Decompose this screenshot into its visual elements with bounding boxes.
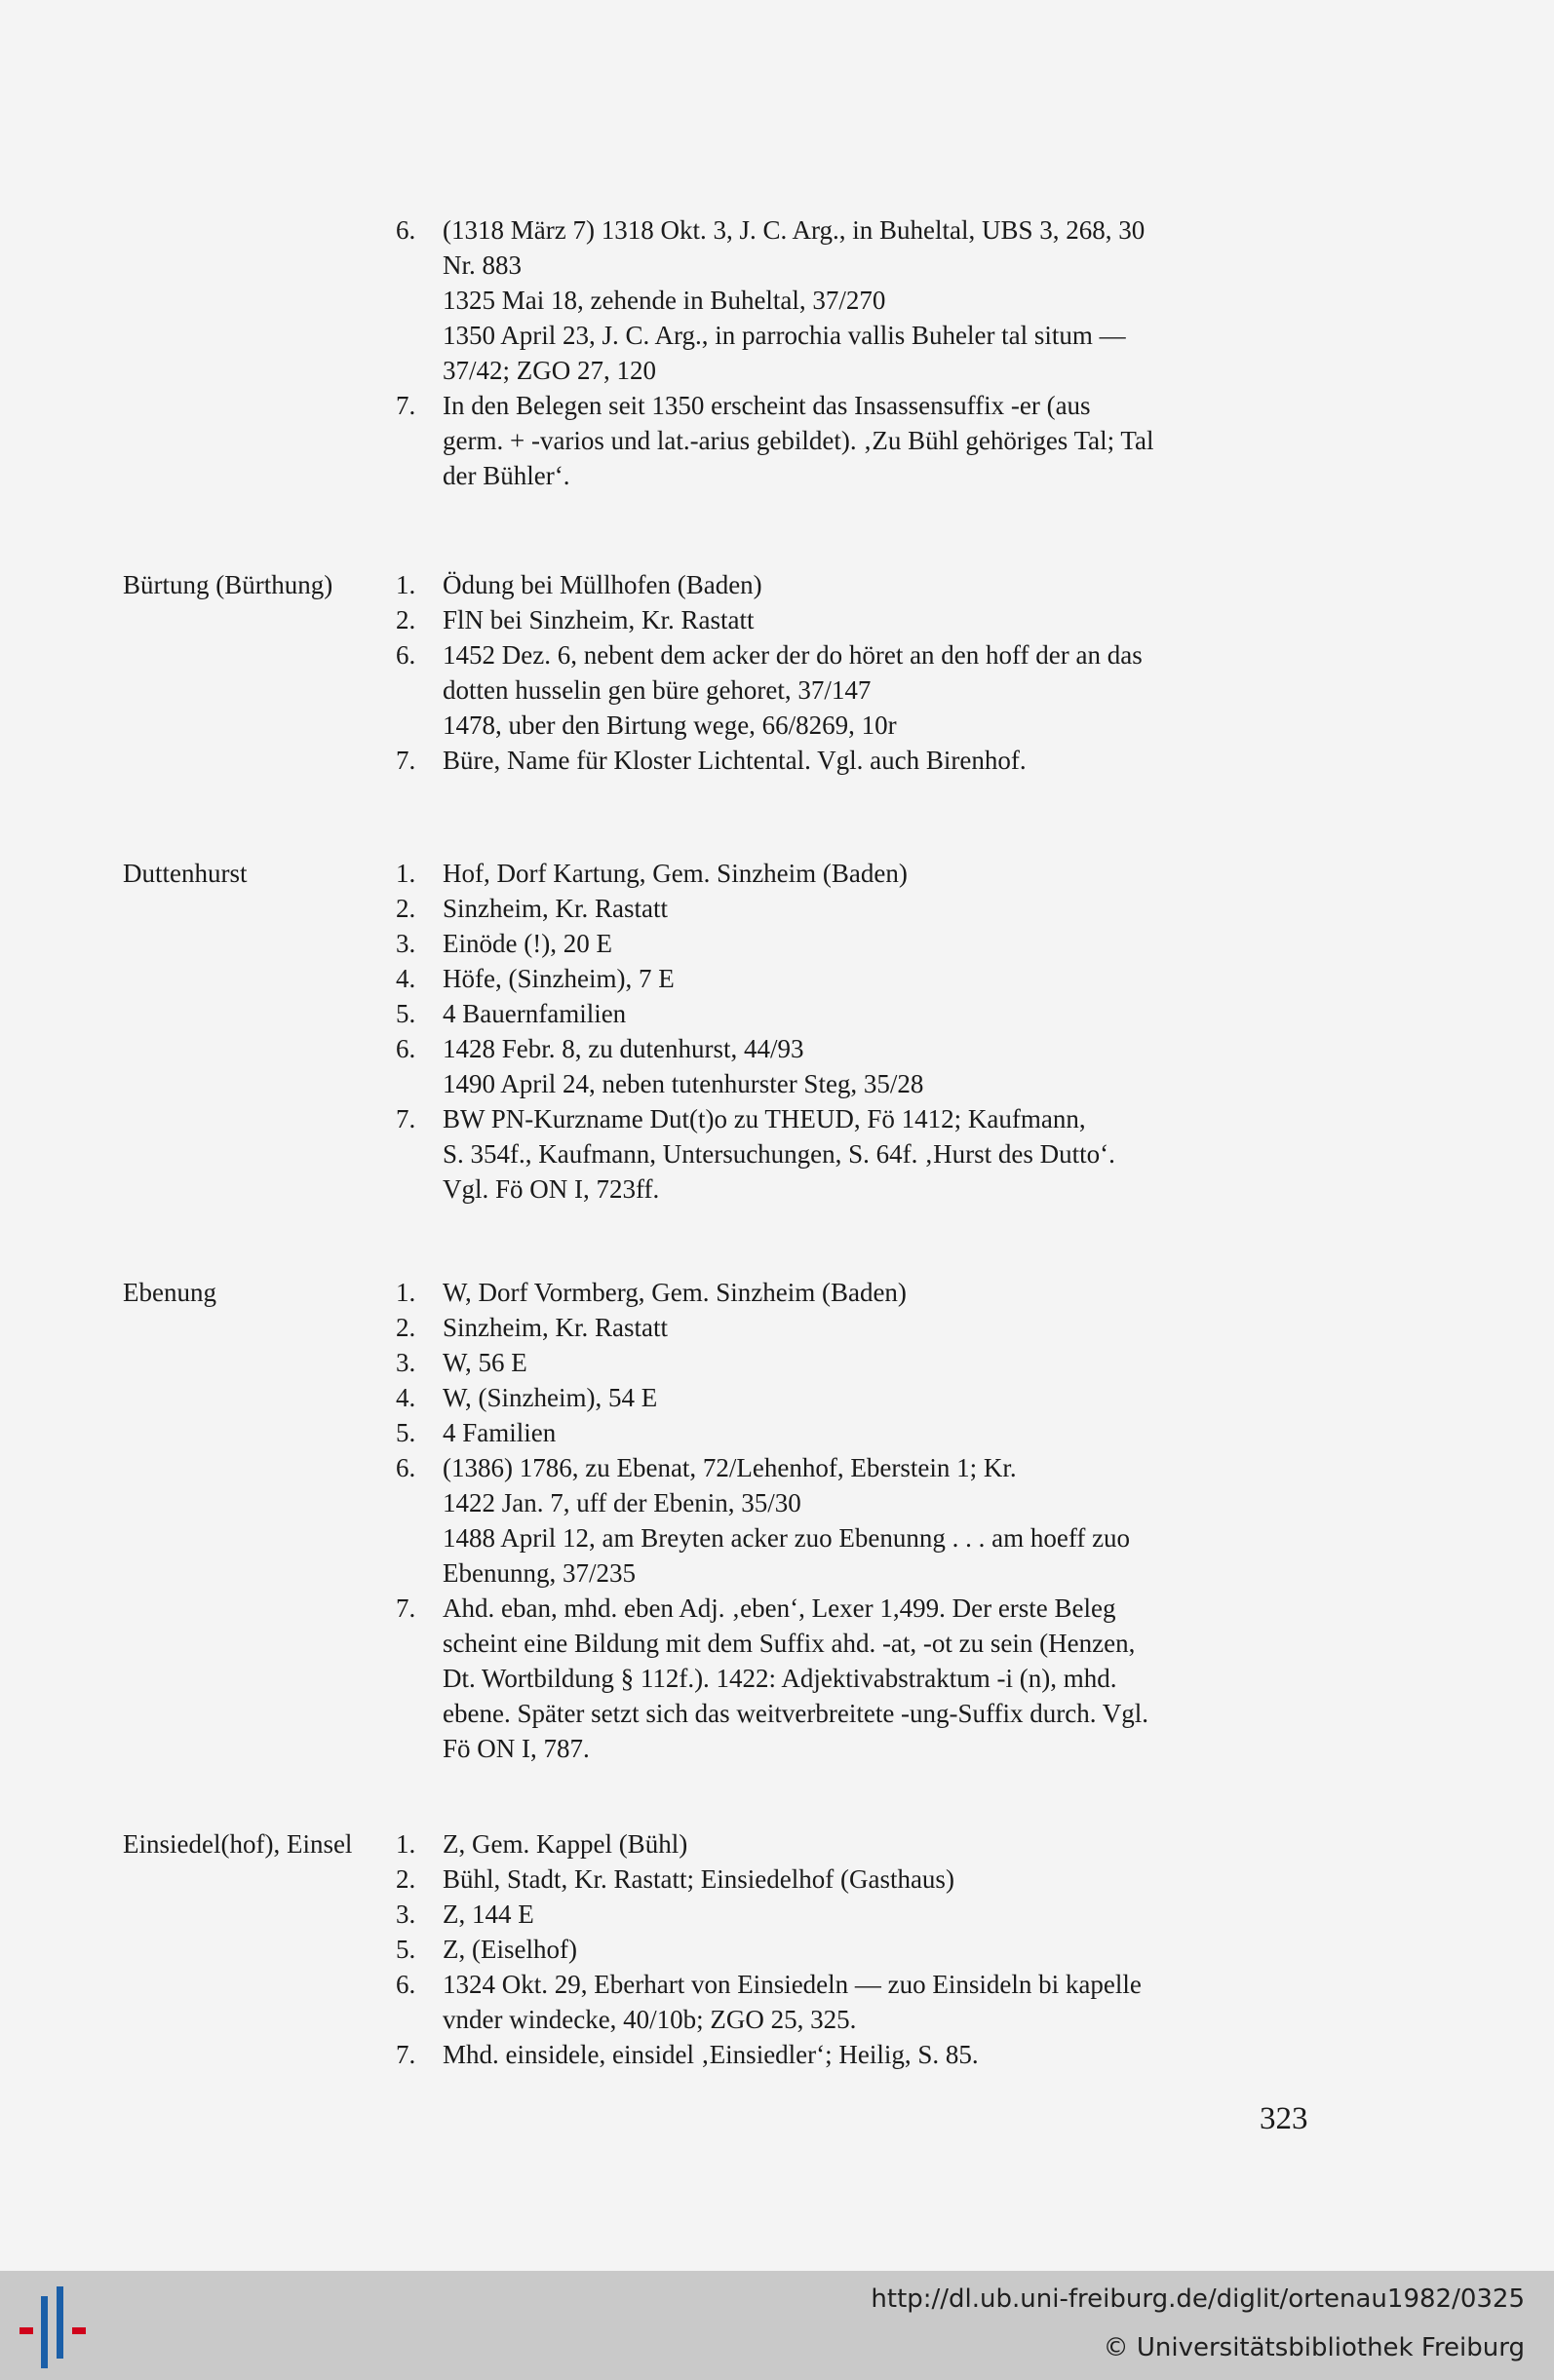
text-line: der Bühler‘. (443, 461, 570, 490)
text-line: Büre, Name für Kloster Lichtental. Vgl. auch Birenhof. (443, 746, 1027, 775)
item-number: 2. (396, 1313, 416, 1342)
entry-items (396, 1826, 1302, 2072)
item-text (443, 1862, 1302, 1897)
text-line: Bühl, Stadt, Kr. Rastatt; Einsiedelhof (Gasthaus) (443, 1864, 954, 1894)
item-number: 4. (396, 964, 416, 993)
entry-item (396, 637, 1302, 743)
item-text (443, 1345, 1302, 1380)
item-text (443, 1932, 1302, 1967)
entry-item (396, 996, 1302, 1031)
item-number: 1. (396, 570, 416, 599)
entry-items (396, 567, 1302, 778)
entry-item (396, 1862, 1302, 1897)
item-number: 1. (396, 859, 416, 888)
item-number: 1. (396, 1829, 416, 1859)
library-footer (0, 2271, 1554, 2380)
item-text (443, 1310, 1302, 1345)
text-line: Sinzheim, Kr. Rastatt (443, 1313, 668, 1342)
text-line: 1324 Okt. 29, Eberhart von Einsiedeln — zuo Einsideln bi kapelle (443, 1970, 1142, 1999)
item-text (443, 1897, 1302, 1932)
entry-term: Duttenhurst (123, 859, 248, 888)
entry-item (396, 2037, 1302, 2072)
item-number: 7. (396, 1593, 416, 1623)
text-line: In den Belegen seit 1350 erscheint das Insassensuffix -er (aus (443, 391, 1091, 420)
item-number: 7. (396, 1104, 416, 1133)
text-line: Mhd. einsidele, einsidel ‚Einsiedler‘; Heilig, S. 85. (443, 2040, 979, 2069)
entry-item (396, 1932, 1302, 1967)
source-url-link[interactable]: http://dl.ub.uni-freiburg.de/diglit/ortenau1982/0325 (871, 2284, 1525, 2314)
text-line: Hof, Dorf Kartung, Gem. Sinzheim (Baden) (443, 859, 908, 888)
text-line: dotten husselin gen büre gehoret, 37/147 (443, 675, 872, 705)
text-line: 1488 April 12, am Breyten acker zuo Ebenunng . . . am hoeff zuo (443, 1523, 1131, 1553)
text-line: S. 354f., Kaufmann, Untersuchungen, S. 64f. ‚Hurst des Dutto‘. (443, 1139, 1115, 1169)
text-line: Sinzheim, Kr. Rastatt (443, 894, 668, 923)
page-number: 323 (1260, 2101, 1308, 2136)
item-number: 5. (396, 999, 416, 1028)
entry-item (396, 856, 1302, 891)
text-line: 1350 April 23, J. C. Arg., in parrochia vallis Buheler tal situm — (443, 321, 1126, 350)
text-line: scheint eine Bildung mit dem Suffix ahd. -at, -ot zu sein (Henzen, (443, 1629, 1136, 1658)
entry-item (396, 212, 1302, 388)
copyright-text: © Universitätsbibliothek Freiburg (1103, 2333, 1525, 2362)
entry-item (396, 602, 1302, 637)
text-line: 1428 Febr. 8, zu dutenhurst, 44/93 (443, 1034, 804, 1063)
entry-item (396, 567, 1302, 602)
item-text (443, 1415, 1302, 1450)
text-line: Vgl. Fö ON I, 723ff. (443, 1174, 660, 1204)
entry-item (396, 1826, 1302, 1862)
text-line: 1478, uber den Birtung wege, 66/8269, 10r (443, 710, 897, 740)
item-text (443, 961, 1302, 996)
entry-items (396, 1275, 1302, 1766)
text-line: W, 56 E (443, 1348, 527, 1377)
text-line: 4 Bauernfamilien (443, 999, 627, 1028)
text-line: germ. + -varios und lat.-arius gebildet). ‚Zu Bühl gehöriges Tal; Tal (443, 426, 1154, 455)
gazetteer-entry (0, 1275, 1554, 1766)
entry-term: Ebenung (123, 1278, 216, 1307)
text-line: Z, (Eiselhof) (443, 1935, 577, 1964)
entry-items (396, 212, 1302, 493)
text-line: W, (Sinzheim), 54 E (443, 1383, 658, 1412)
item-number: 7. (396, 391, 416, 420)
item-number: 5. (396, 1418, 416, 1447)
item-number: 7. (396, 746, 416, 775)
entry-item (396, 961, 1302, 996)
item-number: 1. (396, 1278, 416, 1307)
item-text (443, 388, 1302, 493)
text-line: 4 Familien (443, 1418, 557, 1447)
entry-item (396, 891, 1302, 926)
item-number: 7. (396, 2040, 416, 2069)
text-line: ebene. Später setzt sich das weitverbreitete -ung-Suffix durch. Vgl. (443, 1699, 1149, 1728)
entry-term: Einsiedel(hof), Einsel (123, 1829, 353, 1859)
item-text (443, 1101, 1302, 1207)
item-text (443, 1967, 1302, 2037)
entry-item (396, 1275, 1302, 1310)
item-text (443, 856, 1302, 891)
item-number: 6. (396, 1453, 416, 1482)
text-line: 1452 Dez. 6, nebent dem acker der do höret an den hoff der an das (443, 640, 1143, 670)
text-line: Ebenunng, 37/235 (443, 1558, 636, 1588)
text-line: 1490 April 24, neben tutenhurster Steg, 35/28 (443, 1069, 924, 1098)
item-number: 3. (396, 929, 416, 958)
text-line: Nr. 883 (443, 250, 522, 280)
text-line: BW PN-Kurzname Dut(t)o zu THEUD, Fö 1412; Kaufmann, (443, 1104, 1086, 1133)
entry-item (396, 1591, 1302, 1766)
text-line: Ödung bei Müllhofen (Baden) (443, 570, 762, 599)
item-number: 3. (396, 1900, 416, 1929)
entry-item (396, 1450, 1302, 1591)
item-number: 6. (396, 640, 416, 670)
item-text (443, 1031, 1302, 1101)
entry-item (396, 1415, 1302, 1450)
entry-item (396, 743, 1302, 778)
item-number: 2. (396, 894, 416, 923)
text-line: W, Dorf Vormberg, Gem. Sinzheim (Baden) (443, 1278, 907, 1307)
item-text (443, 212, 1302, 388)
text-line: 1422 Jan. 7, uff der Ebenin, 35/30 (443, 1488, 801, 1517)
entry-term: Bürtung (Bürthung) (123, 570, 333, 599)
entry-item (396, 1310, 1302, 1345)
item-text (443, 1591, 1302, 1766)
item-number: 4. (396, 1383, 416, 1412)
text-line: 37/42; ZGO 27, 120 (443, 356, 656, 385)
item-text (443, 602, 1302, 637)
item-number: 2. (396, 1864, 416, 1894)
text-line: Z, 144 E (443, 1900, 534, 1929)
entry-item (396, 1031, 1302, 1101)
item-text (443, 1450, 1302, 1591)
gazetteer-entry (0, 567, 1554, 778)
item-number: 2. (396, 605, 416, 634)
text-line: Höfe, (Sinzheim), 7 E (443, 964, 675, 993)
item-number: 6. (396, 215, 416, 245)
item-number: 5. (396, 1935, 416, 1964)
text-line: FlN bei Sinzheim, Kr. Rastatt (443, 605, 755, 634)
item-text (443, 891, 1302, 926)
text-line: (1386) 1786, zu Ebenat, 72/Lehenhof, Eberstein 1; Kr. (443, 1453, 1017, 1482)
text-line: Ahd. eban, mhd. eben Adj. ‚eben‘, Lexer 1,499. Der erste Beleg (443, 1593, 1116, 1623)
text-line: Einöde (!), 20 E (443, 929, 612, 958)
text-line: vnder windecke, 40/10b; ZGO 25, 325. (443, 2005, 857, 2034)
item-text (443, 567, 1302, 602)
item-text (443, 926, 1302, 961)
entry-item (396, 388, 1302, 493)
entry-items (396, 856, 1302, 1207)
entry-item (396, 1345, 1302, 1380)
item-text (443, 1380, 1302, 1415)
text-line: Z, Gem. Kappel (Bühl) (443, 1829, 688, 1859)
text-line: (1318 März 7) 1318 Okt. 3, J. C. Arg., in Buheltal, UBS 3, 268, 30 (443, 215, 1146, 245)
text-line: Fö ON I, 787. (443, 1734, 590, 1763)
item-text (443, 1275, 1302, 1310)
item-number: 6. (396, 1970, 416, 1999)
text-line: Dt. Wortbildung § 112f.). 1422: Adjektivabstraktum -i (n), mhd. (443, 1664, 1117, 1693)
gazetteer-entry (0, 212, 1554, 493)
text-line: 1325 Mai 18, zehende in Buheltal, 37/270 (443, 286, 886, 315)
entry-item (396, 1380, 1302, 1415)
entry-item (396, 926, 1302, 961)
entry-item (396, 1897, 1302, 1932)
item-text (443, 2037, 1302, 2072)
item-text (443, 743, 1302, 778)
item-text (443, 637, 1302, 743)
item-number: 6. (396, 1034, 416, 1063)
item-text (443, 996, 1302, 1031)
gazetteer-entry (0, 856, 1554, 1207)
item-text (443, 1826, 1302, 1862)
entry-item (396, 1101, 1302, 1207)
entry-item (396, 1967, 1302, 2037)
gazetteer-entry (0, 1826, 1554, 2072)
item-number: 3. (396, 1348, 416, 1377)
library-logo-icon (18, 2284, 99, 2372)
